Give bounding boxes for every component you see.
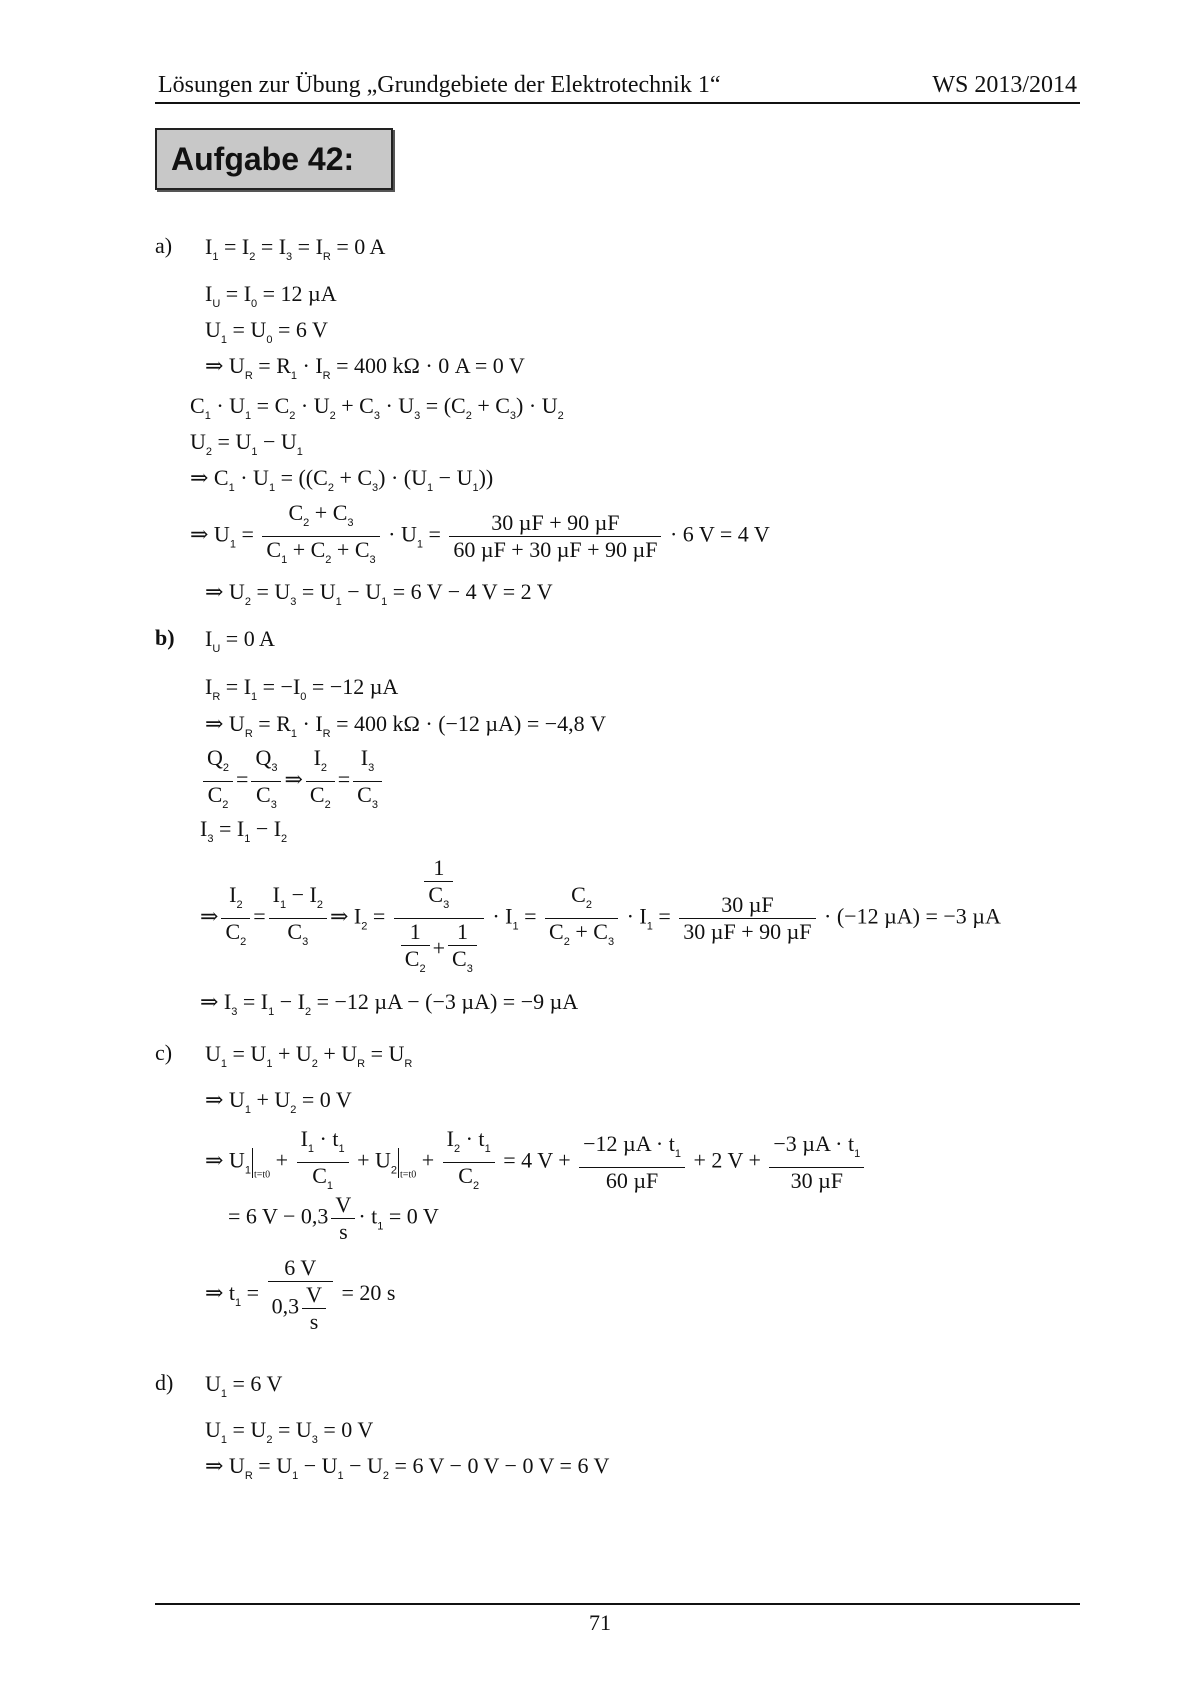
eq-b-1: $I_U = 0$ A	[205, 626, 275, 655]
part-b-label: b)	[155, 625, 175, 650]
eq-c-3: ⇒ $U_1$ $_{t=t0}$ + $\frac{I_1 \cdot t_1}{C_1}$ + $U_2$ $_{t=t0}$ + $\frac{I_2 \cdot t_1}{C_2}$ = 4 V + $\frac{-12 \mu A \cdot t_1}{\text{60 µF}}$ + 2 V + $\frac{-3 \mu A \cdot t_1}{\text{30 µF}}$	[205, 1126, 867, 1199]
eq-b-3: ⇒ $U_R = R_1 \cdot I_R = 400$ kΩ · (−12 µA) = −4,8 V	[205, 711, 607, 740]
page-header	[155, 72, 1080, 104]
eq-a-5: $C_1 \cdot U_1 = C_2 \cdot U_2 + C_3 \cdot U_3 = (C_2 + C_3) \cdot U_2$	[190, 393, 564, 422]
header-semester: WS 2013/2014	[932, 72, 1077, 98]
eq-c-2: ⇒ $U_1 + U_2 = 0$ V	[205, 1087, 352, 1116]
eq-a-4: ⇒ $U_R = R_1 \cdot I_R = 400$ kΩ · 0 A = 0 V	[205, 353, 525, 382]
header-course-title: Lösungen zur Übung „Grundgebiete der Elektrotechnik 1“	[158, 72, 721, 98]
part-a-label: a)	[155, 233, 173, 258]
exercise-title: Aufgabe 42:	[155, 128, 393, 190]
eq-b-4: $\frac{Q_2}{C_2}$ = $\frac{Q_3}{C_3}$ ⇒ $\frac{I_2}{C_2}$ = $\frac{I_3}{C_3}$	[200, 745, 385, 818]
eq-b-2: $I_R = I_1 = -I_0 = -12$ µA	[205, 674, 399, 703]
page-number: 71	[589, 1610, 611, 1635]
part-c-label: c)	[155, 1040, 173, 1065]
part-d-label: d)	[155, 1370, 174, 1395]
eq-b-5: $I_3 = I_1 - I_2$	[200, 816, 288, 845]
eq-a-9: ⇒ $U_2 = U_3 = U_1 - U_1 = 6$ V − 4 V = 2 V	[205, 579, 553, 608]
eq-d-1: $U_1 = 6$ V	[205, 1371, 283, 1400]
eq-c-1: $U_1 = U_1 + U_2 + U_R = U_R$	[205, 1041, 413, 1070]
eq-c-4: = 6 V − 0,3 $\frac{V}{s}$ · $t_1 = 0$ V	[228, 1192, 439, 1244]
eq-a-6: $U_2 = U_1 - U_1$	[190, 429, 303, 458]
eq-b-7: ⇒ $I_3 = I_1 - I_2 = -12$ µA − (−3 µA) = −9 µA	[200, 989, 579, 1018]
eq-a-8: ⇒ $U_1$ = $\frac{C_2 + C_3}{C_1 + C_2 + C_3}$ · $U_1$ = $\frac{\text{30 µF + 90 µF}}{\text{60 µF + 30 µF + 90 µF}}$ · 6 V = 4 V	[190, 500, 770, 566]
eq-d-2: $U_1 = U_2 = U_3 = 0$ V	[205, 1417, 374, 1446]
footer-rule	[155, 1603, 1080, 1605]
eq-a-3: $U_1 = U_0 = 6$ V	[205, 317, 328, 346]
eq-a-2: $I_U = I_0 = 12$ µA	[205, 281, 337, 310]
eq-b-6: ⇒ $\frac{I_2}{C_2}$ = $\frac{I_1 - I_2}{C_3}$ ⇒ $I_2$ = $\frac{1}{C_3}$ $\frac{1}{C_2}$ + $\frac{1}{C_3}$ · $I_1$ = $\frac{C_2}{C_2 + C_3}$ · $I_1$ = $\frac{\text{30 µF}}{\text{30 µF + 90 µF}}$ · (−12 µA) = −3 µA	[200, 855, 1001, 975]
eq-a-1: $I_1 = I_2 = I_3 = I_R = 0$ A	[205, 234, 386, 263]
eq-a-7: ⇒ $C_1 \cdot U_1 = ((C_2 + C_3) \cdot (U_1 - U_1))$	[190, 465, 494, 494]
eq-c-5: ⇒ $t_1$ = 6 V 0,3 $\frac{V}{s}$ = 20 s	[205, 1255, 396, 1334]
eq-d-3: ⇒ $U_R = U_1 - U_1 - U_2 = 6$ V − 0 V − 0 V = 6 V	[205, 1453, 610, 1482]
